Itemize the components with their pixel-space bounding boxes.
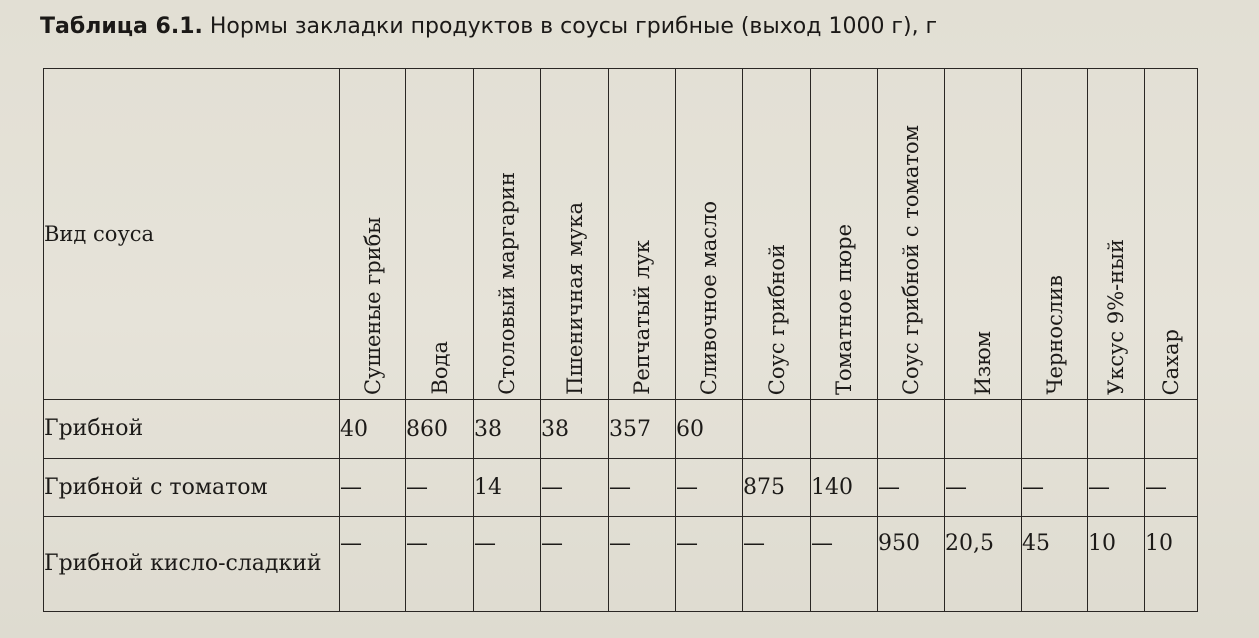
table-cell: 140 (811, 459, 878, 517)
table-cell: — (406, 459, 474, 517)
table-cell: — (676, 459, 743, 517)
table-title: Нормы закладки продуктов в соусы грибные (выход 1000 г), г (209, 14, 938, 39)
table-cell (945, 400, 1022, 459)
table-cell: — (878, 459, 945, 517)
header-butter: Сливочное масло (676, 69, 743, 400)
row-name: Грибной (44, 400, 340, 459)
table-cell: 10 (1088, 517, 1145, 612)
header-dried-mushrooms: Сушеные грибы (340, 69, 406, 400)
header-mushroom-sauce: Соус грибной (743, 69, 811, 400)
table-cell (1145, 400, 1198, 459)
table-cell: 860 (406, 400, 474, 459)
header-sugar: Сахар (1145, 69, 1198, 400)
table-cell: 40 (340, 400, 406, 459)
header-mushroom-tomato-sauce: Соус грибной с томатом (878, 69, 945, 400)
header-prunes: Чернослив (1022, 69, 1088, 400)
table-row (44, 400, 1198, 459)
table-cell: — (474, 517, 541, 612)
header-wheat-flour: Пшеничная мука (541, 69, 609, 400)
table-cell: — (1022, 459, 1088, 517)
table-row (44, 517, 1198, 612)
table-cell: 14 (474, 459, 541, 517)
header-raisins: Изюм (945, 69, 1022, 400)
table-cell: — (945, 459, 1022, 517)
table-cell: 357 (609, 400, 676, 459)
table-cell: — (609, 459, 676, 517)
table-cell: — (541, 517, 609, 612)
table-cell: 38 (474, 400, 541, 459)
header-vinegar: Уксус 9%-ный (1088, 69, 1145, 400)
table-cell (743, 400, 811, 459)
header-onion: Репчатый лук (609, 69, 676, 400)
table-cell: — (541, 459, 609, 517)
table-cell: 38 (541, 400, 609, 459)
table-cell: — (340, 517, 406, 612)
header-row (44, 69, 1198, 400)
header-water: Вода (406, 69, 474, 400)
table-cell: — (340, 459, 406, 517)
table-cell: 45 (1022, 517, 1088, 612)
table-caption (40, 14, 937, 39)
table-cell: — (609, 517, 676, 612)
table-cell: — (1088, 459, 1145, 517)
table-cell (811, 400, 878, 459)
table-cell: 60 (676, 400, 743, 459)
table-cell: 20,5 (945, 517, 1022, 612)
table-cell: 875 (743, 459, 811, 517)
header-tomato-puree: Томатное пюре (811, 69, 878, 400)
table-cell: — (676, 517, 743, 612)
row-name: Грибной кисло-сладкий (44, 517, 340, 612)
norms-table (43, 68, 1198, 612)
header-margarine: Столовый маргарин (474, 69, 541, 400)
table-cell (878, 400, 945, 459)
table-cell (1022, 400, 1088, 459)
row-name: Грибной с томатом (44, 459, 340, 517)
table-cell: 950 (878, 517, 945, 612)
table-cell: — (1145, 459, 1198, 517)
table-number: Таблица 6.1. (40, 14, 203, 39)
header-sauce-type: Вид соуса (44, 69, 340, 400)
table-cell (1088, 400, 1145, 459)
table-row (44, 459, 1198, 517)
table-cell: — (811, 517, 878, 612)
table-cell: 10 (1145, 517, 1198, 612)
table-cell: — (406, 517, 474, 612)
table-cell: — (743, 517, 811, 612)
